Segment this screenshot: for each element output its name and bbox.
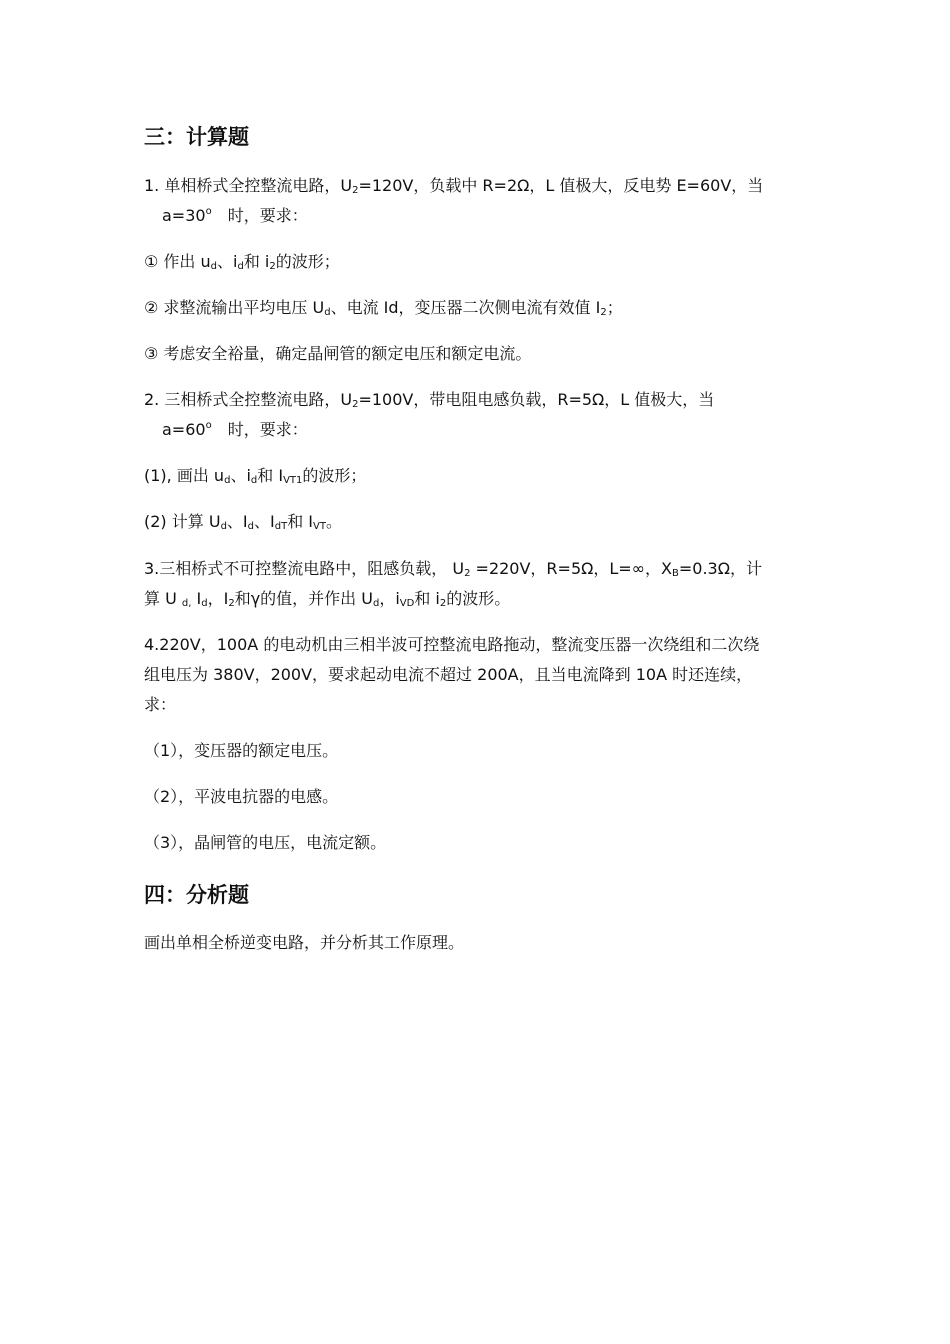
q4-part-1: （1），变压器的额定电压。 xyxy=(144,741,339,760)
q1-line-2: $a=30^o$ 时，要求： xyxy=(162,206,308,225)
q4-line-3: 求： xyxy=(144,695,177,714)
q2-part-2: (2) 计算 $U_d$、$I_d$、$I_{dT}$和 $I_{VT}$。 xyxy=(144,512,342,532)
q4-line-1: 4.220V，100A 的电动机由三相半波可控整流电路拖动，整流变压器一次绕组和二次绕 xyxy=(144,635,760,654)
q2-line-2: $a=60^o$ 时，要求： xyxy=(162,420,308,439)
q1-part-1: ① 作出 $u_d$、$i_d$和 $i_2$的波形； xyxy=(144,252,340,272)
q1-part-3: ③ 考虑安全裕量，确定晶闸管的额定电压和额定电流。 xyxy=(144,344,532,363)
section-heading-analysis: 四：分析题 xyxy=(144,883,249,907)
q3-line-2: 算 U $_{d,}$ $I_d$，$I_2$和γ的值，并作出 $U_d$，$i_{VD}$和 $i_2$的波形。 xyxy=(144,589,511,609)
q1-line-1: 1. 单相桥式全控整流电路，$U_2=120V$，负载中 R=2Ω，L 值极大，反电势 E=60V，当 xyxy=(144,176,764,196)
analysis-question: 画出单相全桥逆变电路，并分析其工作原理。 xyxy=(144,933,465,952)
q3-line-1: 3.三相桥式不可控整流电路中，阻感负载， $U_2 =220V$，R=5Ω，L=∞，$X_B=0.3\Omega$，计 xyxy=(144,559,762,579)
q2-line-1: 2. 三相桥式全控整流电路，$U_2=100V$，带电阻电感负载，R=5Ω，L 值极大，当 xyxy=(144,390,715,410)
q4-part-2: （2），平波电抗器的电感。 xyxy=(144,787,339,806)
q4-part-3: （3），晶闸管的电压，电流定额。 xyxy=(144,833,387,852)
q1-part-2: ② 求整流输出平均电压 $U_d$、电流 Id，变压器二次侧电流有效值 $I_2$； xyxy=(144,298,623,318)
q2-part-1: (1), 画出 $u_d$、$i_d$和 $I_{VT1}$的波形； xyxy=(144,466,367,486)
q4-line-2: 组电压为 380V，200V，要求起动电流不超过 200A，且当电流降到 10A 时还连续， xyxy=(144,665,753,684)
section-heading-calculation: 三：计算题 xyxy=(144,125,249,149)
